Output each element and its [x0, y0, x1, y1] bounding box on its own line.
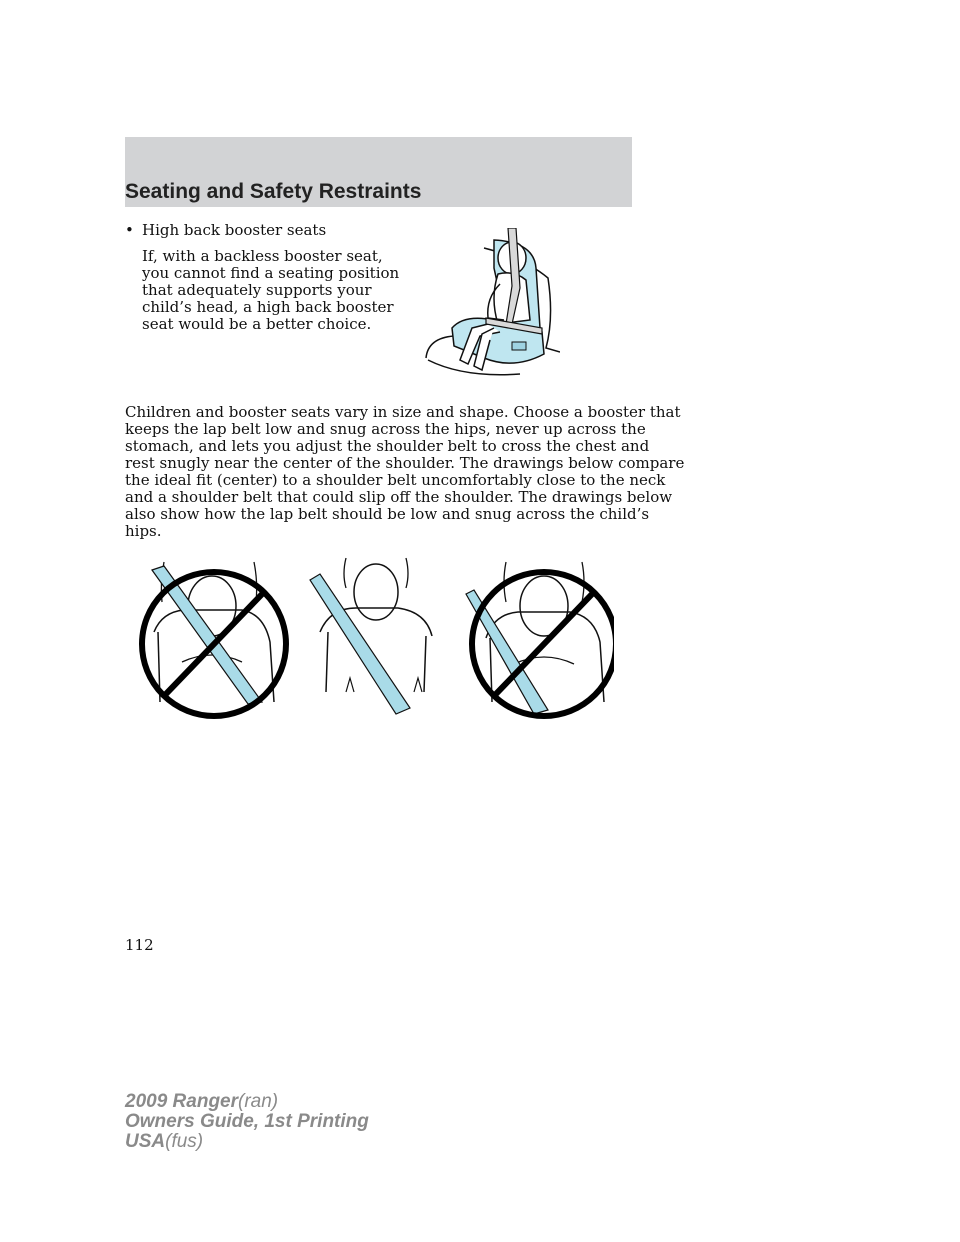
footer-guide: Owners Guide, 1st Printing [125, 1111, 369, 1132]
footer-region: USA [125, 1131, 166, 1152]
page-number: 112 [125, 936, 154, 954]
text-line: the ideal fit (center) to a shoulder belt uncomfortably close to the neck [125, 471, 666, 489]
text-line: rest snugly near the center of the shoulder. The drawings below compare [125, 454, 685, 472]
bullet-item [125, 222, 326, 239]
belt-fit-comparison-illustration [134, 552, 614, 722]
booster-fit-paragraph [125, 403, 685, 540]
text-line: also show how the lap belt should be low and snug across the child’s [125, 505, 650, 523]
text-line: keeps the lap belt low and snug across the hips, never up across the [125, 420, 646, 438]
footer-model-code: (ran) [238, 1091, 279, 1112]
footer-region-line [125, 1132, 369, 1152]
bullet-label: High back booster seats [142, 221, 327, 239]
text-line: that adequately supports your [142, 281, 372, 299]
footer-model: 2009 Ranger [125, 1091, 239, 1112]
text-line: Children and booster seats vary in size and shape. Choose a booster that [125, 403, 681, 421]
belt-too-close-to-neck-figure [142, 562, 286, 716]
text-line: and a shoulder belt that could slip off the shoulder. The drawings below [125, 488, 673, 506]
text-line: stomach, and lets you adjust the shoulder belt to cross the chest and [125, 437, 650, 455]
text-line: If, with a backless booster seat, [142, 247, 383, 265]
bullet-dot-icon: • [125, 221, 134, 239]
text-line: you cannot find a seating position [142, 264, 400, 282]
belt-ideal-fit-figure [310, 558, 432, 714]
text-line: hips. [125, 522, 162, 540]
section-title: Seating and Safety Restraints [125, 180, 422, 203]
footer-guide-line [125, 1112, 369, 1132]
document-footer [125, 1092, 369, 1152]
bullet-description [142, 247, 400, 333]
belt-off-shoulder-figure [466, 562, 614, 716]
high-back-booster-illustration [424, 228, 560, 380]
footer-model-line [125, 1092, 369, 1112]
text-line: child’s head, a high back booster [142, 298, 394, 316]
footer-region-code: (fus) [165, 1131, 204, 1152]
text-line: seat would be a better choice. [142, 315, 372, 333]
